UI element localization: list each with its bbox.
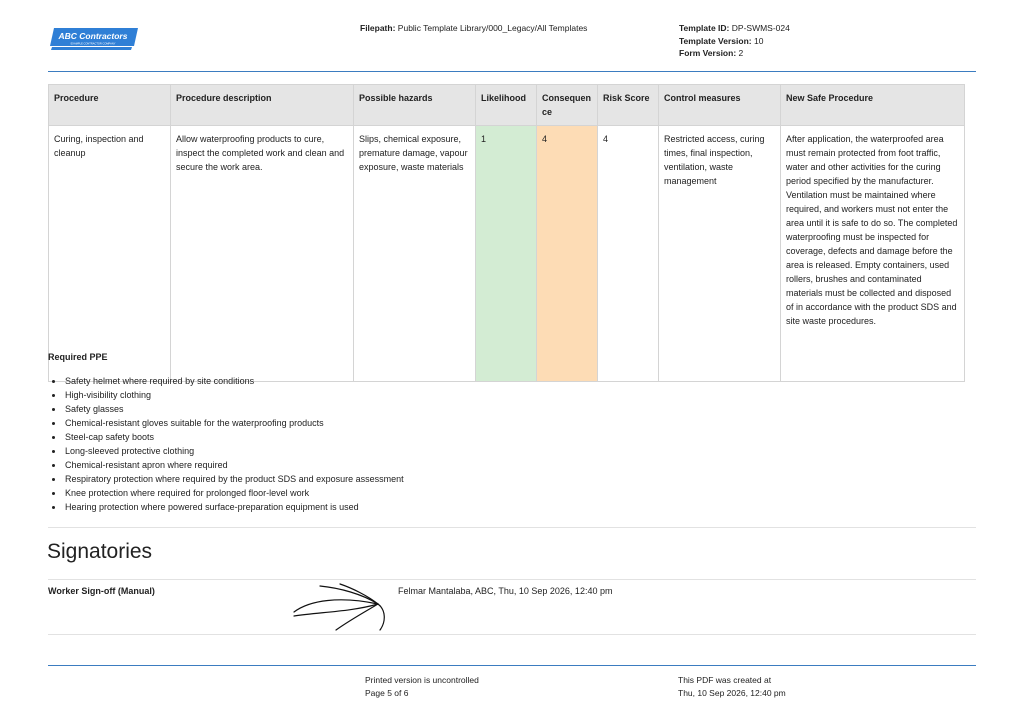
list-item: • Respiratory protection where required by the product SDS and exposure assessment <box>64 472 404 486</box>
cell-procedure: Curing, inspection and cleanup <box>49 126 171 382</box>
signature-divider <box>48 634 976 635</box>
footer-divider <box>48 665 976 666</box>
template-version-value: 10 <box>753 35 764 46</box>
header-likelihood: Likelihood <box>476 85 537 126</box>
header-procedure: Procedure <box>49 85 171 126</box>
signer-details: Felmar Mantalaba, ABC, Thu, 10 Sep 2026, 12:40 pm <box>398 586 613 596</box>
ppe-list <box>48 374 404 514</box>
header-control-measures: Control measures <box>659 85 781 126</box>
filepath-block <box>360 22 587 34</box>
list-item: • Knee protection where required for prolonged floor-level work <box>64 486 404 500</box>
template-info <box>679 22 790 60</box>
header-consequence: Consequence <box>537 85 598 126</box>
footer-created-info <box>678 674 786 699</box>
list-item: • Chemical-resistant apron where required <box>64 458 404 472</box>
section-divider <box>48 527 976 528</box>
form-version-label: Form Version: <box>679 48 737 58</box>
company-logo <box>48 26 140 52</box>
cell-control-measures: Restricted access, curing times, final inspection, ventilation, waste management <box>659 126 781 382</box>
template-id-label: Template ID: <box>679 23 730 33</box>
table-header-row <box>49 85 965 126</box>
footer-page-info <box>365 674 479 699</box>
list-item: • Hearing protection where powered surface-preparation equipment is used <box>64 500 404 514</box>
filepath-label: Filepath: <box>360 23 396 33</box>
cell-new-safe-procedure: After application, the waterproofed area must remain protected from foot traffic, water and other activities for the curing period specified by the manufacturer. Ventilation must be maintained where required, and workers must not enter the area until it is safe to do so. The completed waterproofing must be inspected for coverage, defects and damage before the area is released. Empty containers, used rollers, brushes and contaminated materials must be collected and disposed of in accordance with the product SDS and site waste procedures. <box>781 126 965 382</box>
risk-table <box>48 84 965 382</box>
table-row <box>49 126 965 382</box>
list-item: • Steel-cap safety boots <box>64 430 404 444</box>
uncontrolled-notice: Printed version is uncontrolled <box>365 675 479 685</box>
cell-possible-hazards: Slips, chemical exposure, premature damage, vapour exposure, waste materials <box>354 126 476 382</box>
created-label: This PDF was created at <box>678 675 772 685</box>
created-value: Thu, 10 Sep 2026, 12:40 pm <box>678 687 786 698</box>
page-number: Page 5 of 6 <box>365 687 409 698</box>
signature-image <box>290 582 400 632</box>
form-version-value: 2 <box>738 48 744 58</box>
worker-signoff-label: Worker Sign-off (Manual) <box>48 586 155 596</box>
ppe-title: Required PPE <box>48 352 108 362</box>
signatories-divider <box>48 579 976 580</box>
logo-tagline: EXAMPLE CONTRACTOR COMPANY <box>70 42 116 46</box>
cell-likelihood: 1 <box>476 126 537 382</box>
cell-procedure-description: Allow waterproofing products to cure, inspect the completed work and clean and secure the work area. <box>171 126 354 382</box>
list-item: • Safety glasses <box>64 402 404 416</box>
list-item: • High-visibility clothing <box>64 388 404 402</box>
list-item: • Safety helmet where required by site conditions <box>64 374 404 388</box>
cell-risk-score: 4 <box>598 126 659 382</box>
header-risk-score: Risk Score <box>598 85 659 126</box>
logo-name: ABC Contractors <box>58 31 128 41</box>
list-item: • Long-sleeved protective clothing <box>64 444 404 458</box>
template-version-label: Template Version: <box>679 35 752 46</box>
signatories-heading: Signatories <box>47 540 153 563</box>
list-item: • Chemical-resistant gloves suitable for the waterproofing products <box>64 416 404 430</box>
header-possible-hazards: Possible hazards <box>354 85 476 126</box>
cell-consequence: 4 <box>537 126 598 382</box>
header-procedure-description: Procedure description <box>171 85 354 126</box>
header-divider <box>48 71 976 72</box>
template-id-value: DP-SWMS-024 <box>731 23 790 33</box>
filepath-value: Public Template Library/000_Legacy/All Templates <box>397 23 588 33</box>
header-new-safe-procedure: New Safe Procedure <box>781 85 965 126</box>
